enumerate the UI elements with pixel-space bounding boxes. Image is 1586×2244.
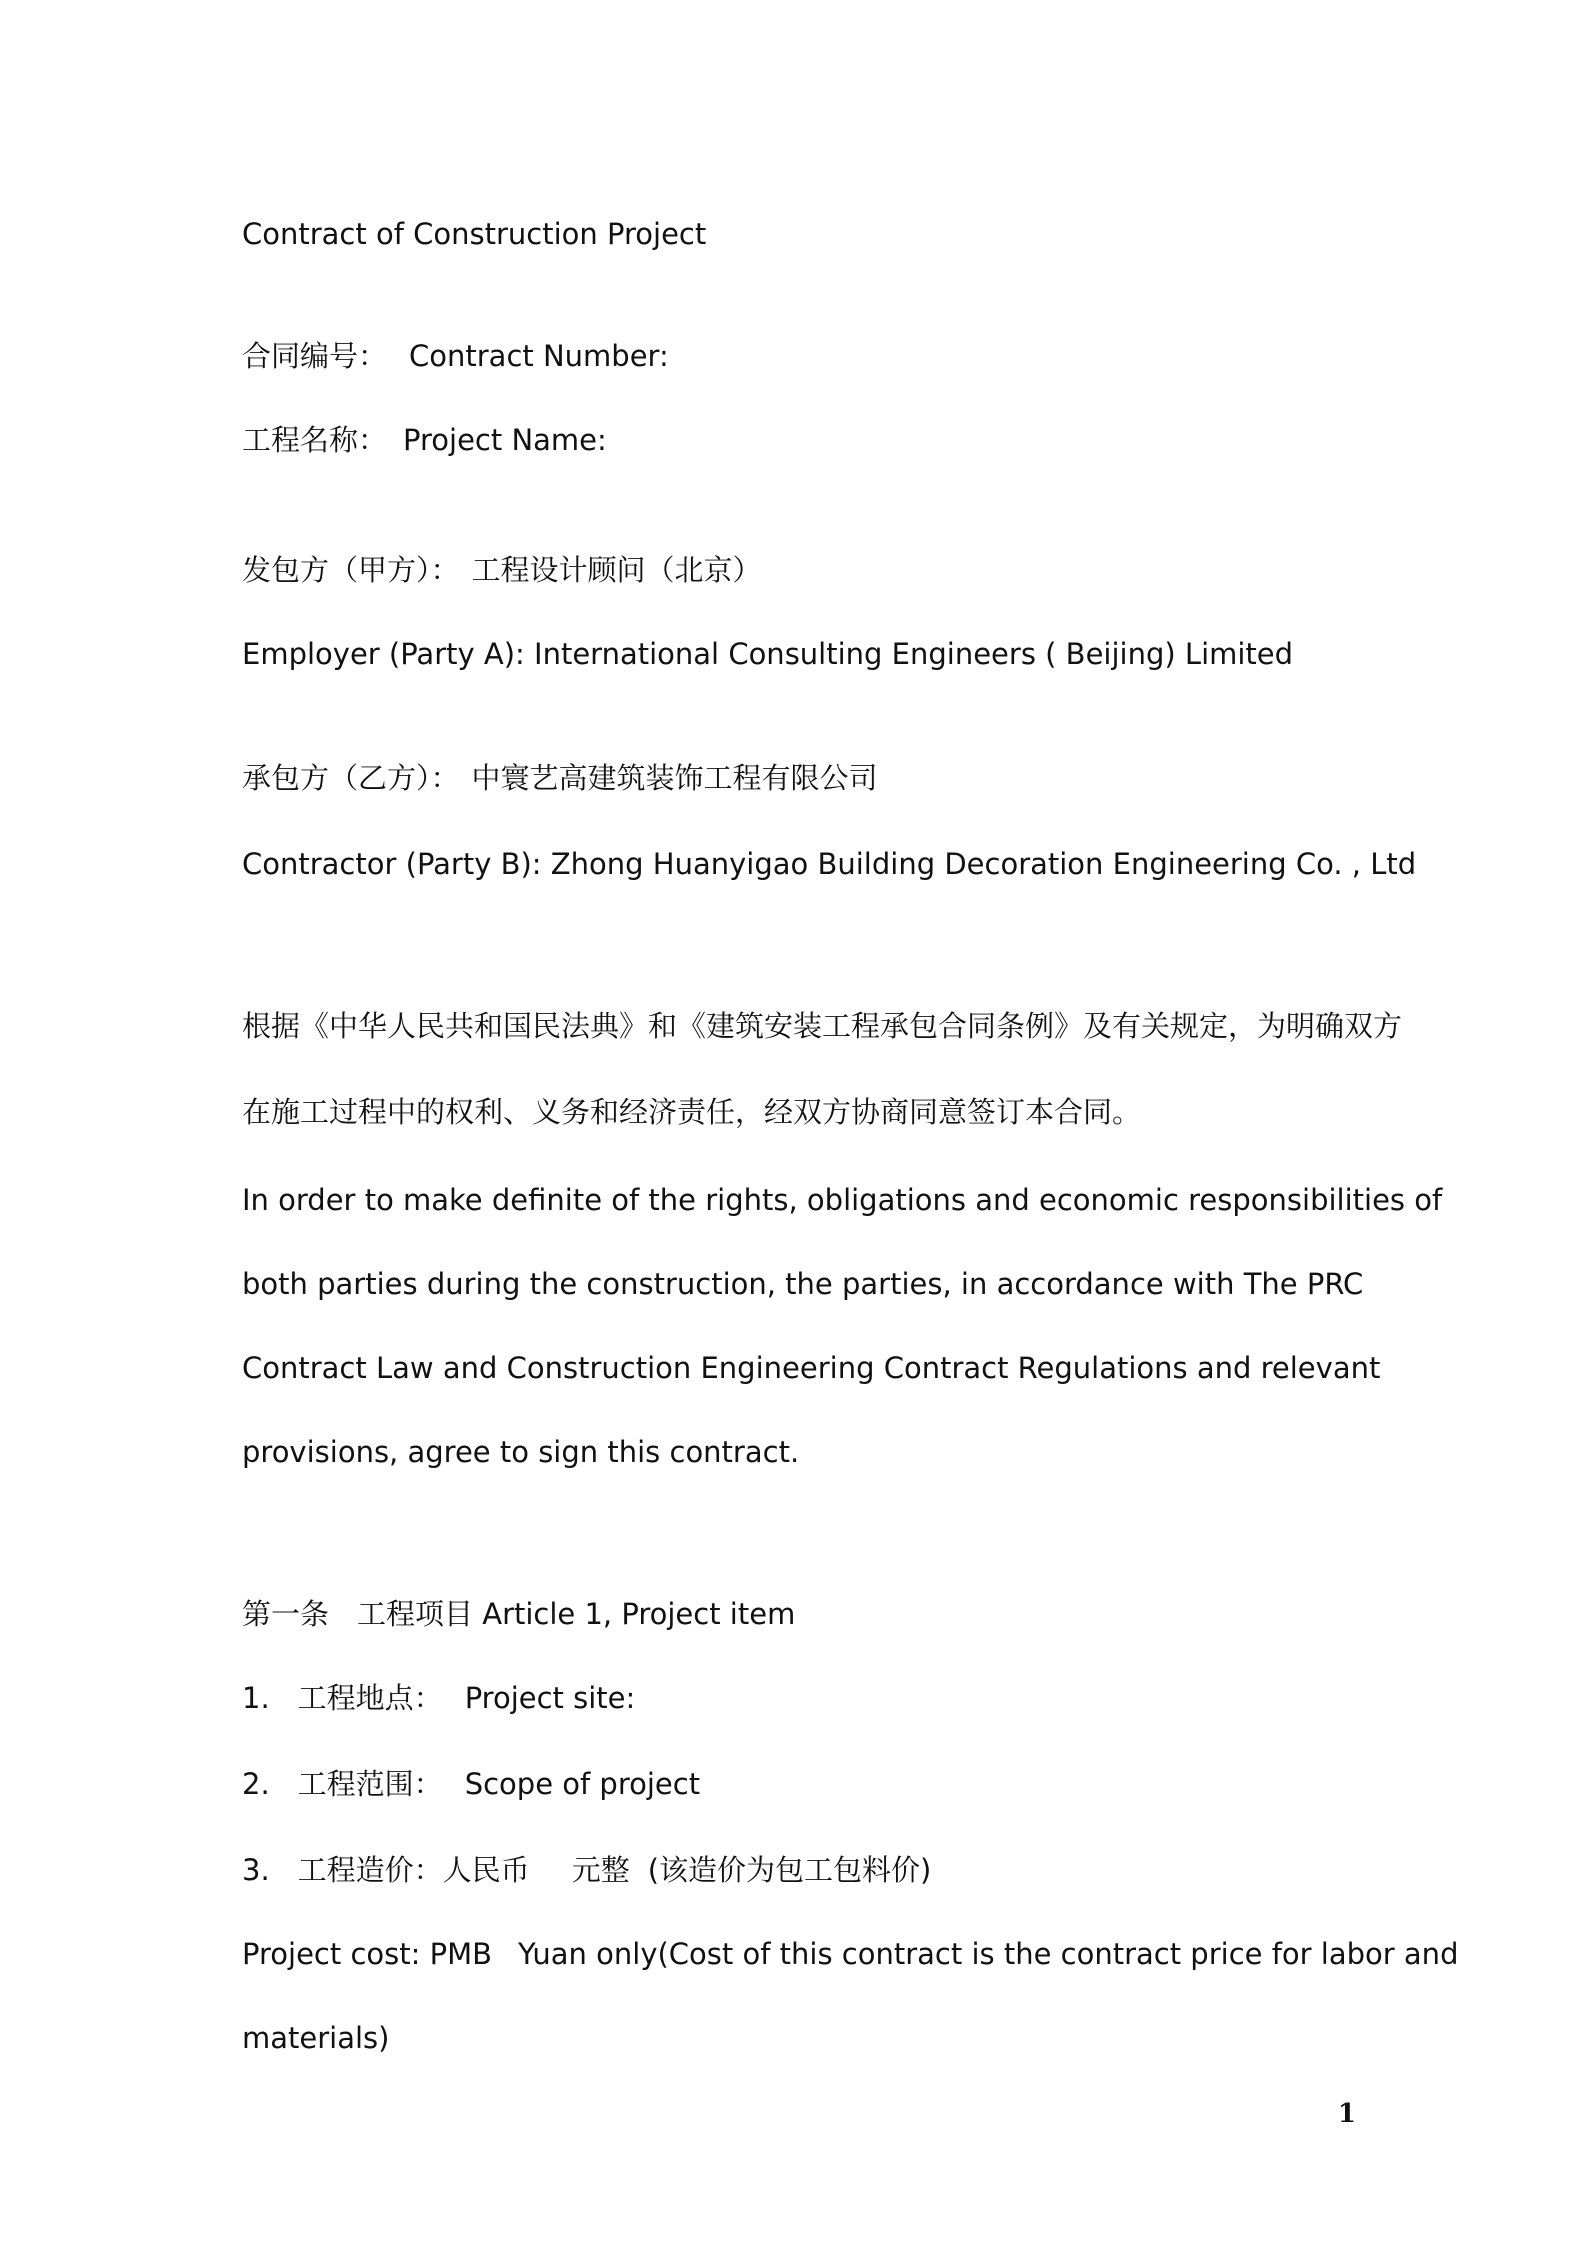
employer-name-cn: 工程设计顾问（北京） (471, 553, 762, 587)
article1-title: 工程项目 Article 1, Project item (357, 1597, 796, 1631)
preamble-en-line-4: provisions, agree to sign this contract. (242, 1435, 800, 1469)
project-cost-en-line-1 (242, 1934, 1458, 1974)
preamble-cn-line-1: 根据《中华人民共和国民法典》和《建筑安装工程承包合同条例》及有关规定，为明确双方 (242, 1009, 1403, 1043)
preamble-cn-line-2: 在施工过程中的权利、义务和经济责任，经双方协商同意签订本合同。 (242, 1095, 1142, 1129)
document-title: Contract of Construction Project (242, 217, 707, 251)
contractor-label-cn: 承包方（乙方）： (242, 761, 460, 795)
project-name-line (242, 420, 607, 460)
project-name-label-en: Project Name: (403, 423, 607, 457)
item2-label-cn: 工程范围： (297, 1767, 443, 1801)
item3-label-cn: 工程造价：人民币 (297, 1853, 530, 1887)
project-cost-desc-en: Yuan only(Cost of this contract is the contract price for labor and (518, 1937, 1459, 1971)
page-number: 1 (1337, 2099, 1356, 2129)
article1-number-cn: 第一条 (242, 1597, 330, 1631)
contract-number-label-cn: 合同编号： (242, 339, 388, 373)
item1-number: 1. (242, 1681, 270, 1715)
preamble-en-line-2: both parties during the construction, the parties, in accordance with The PRC (242, 1267, 1364, 1301)
article1-heading (242, 1594, 795, 1634)
article1-item-1 (242, 1678, 635, 1718)
preamble-en-line-3: Contract Law and Construction Engineering Contract Regulations and relevant (242, 1351, 1381, 1385)
contractor-en-line: Contractor (Party B): Zhong Huanyigao Building Decoration Engineering Co. , Ltd (242, 847, 1417, 881)
article1-item-2 (242, 1764, 700, 1804)
article1-item-3 (242, 1850, 931, 1890)
preamble-en-line-1: In order to make definite of the rights, obligations and economic responsibilities of (242, 1183, 1443, 1217)
item1-label-cn: 工程地点： (297, 1681, 443, 1715)
item3-number: 3. (242, 1853, 270, 1887)
contract-number-line (242, 336, 669, 376)
employer-label-cn: 发包方（甲方）： (242, 553, 460, 587)
item3-unit-cn: 元整 (571, 1853, 630, 1887)
item2-label-en: Scope of project (464, 1767, 701, 1801)
item3-note-cn: (该造价为包工包料价) (647, 1853, 932, 1887)
contract-number-label-en: Contract Number: (409, 339, 669, 373)
employer-en-line: Employer (Party A): International Consulting Engineers ( Beijing) Limited (242, 637, 1294, 671)
contractor-cn-line (242, 758, 878, 798)
project-name-label-cn: 工程名称： (242, 423, 388, 457)
item2-number: 2. (242, 1767, 270, 1801)
item1-label-en: Project site: (464, 1681, 636, 1715)
employer-cn-line (242, 550, 762, 590)
contractor-name-cn: 中寰艺高建筑装饰工程有限公司 (471, 761, 878, 795)
project-cost-en-line-2: materials) (242, 2021, 390, 2055)
project-cost-label-en: Project cost: PMB (242, 1937, 492, 1971)
